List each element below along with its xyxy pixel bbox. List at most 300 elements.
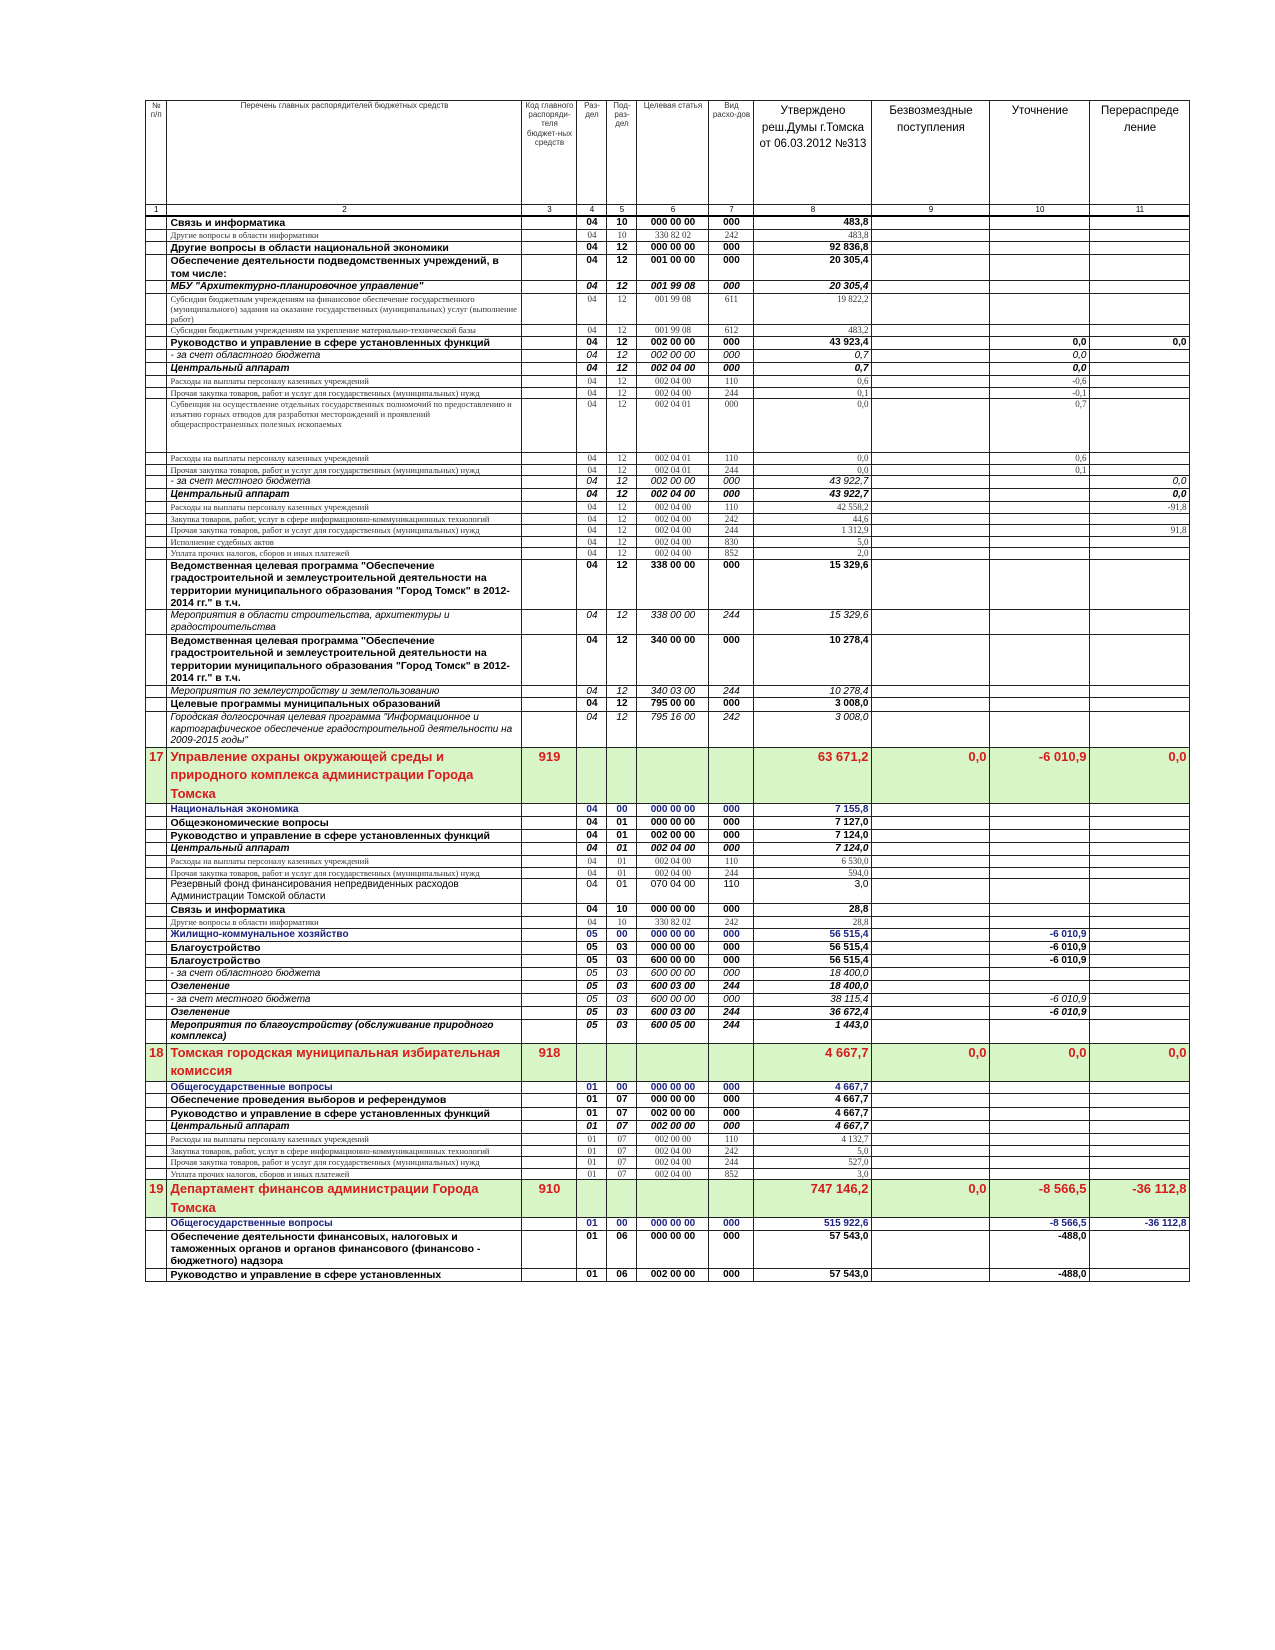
row-vid: 000 xyxy=(709,1081,754,1094)
row-vid: 000 xyxy=(709,255,754,281)
table-row xyxy=(146,941,1190,954)
row-free xyxy=(872,548,990,560)
row-redistribute xyxy=(1090,903,1190,916)
row-razdel: 04 xyxy=(577,525,607,537)
row-target: 002 00 00 xyxy=(637,829,709,842)
row-podrazdel: 12 xyxy=(607,363,637,376)
row-number xyxy=(146,903,167,916)
table-row xyxy=(146,698,1190,711)
header-approved: Утверждено реш.Думы г.Томска от 06.03.2012 №313 xyxy=(754,101,872,205)
row-vid: 000 xyxy=(709,928,754,941)
row-redistribute: 0,0 xyxy=(1090,1044,1190,1081)
row-name: МБУ "Архитектурно-планировочное управление" xyxy=(167,281,522,294)
row-approved: 747 146,2 xyxy=(754,1180,872,1217)
row-podrazdel: 12 xyxy=(607,489,637,502)
row-approved: 43 922,7 xyxy=(754,489,872,502)
row-clarify xyxy=(990,1107,1090,1120)
row-number xyxy=(146,981,167,994)
row-number xyxy=(146,1230,167,1268)
row-approved: 3,0 xyxy=(754,1168,872,1180)
row-podrazdel: 01 xyxy=(607,816,637,829)
row-free xyxy=(872,489,990,502)
row-name: - за счет местного бюджета xyxy=(167,993,522,1006)
table-row xyxy=(146,928,1190,941)
row-code xyxy=(522,981,577,994)
row-number xyxy=(146,230,167,242)
row-vid: 244 xyxy=(709,1157,754,1169)
table-row xyxy=(146,476,1190,489)
row-redistribute xyxy=(1090,1094,1190,1107)
row-redistribute xyxy=(1090,293,1190,324)
row-vid: 852 xyxy=(709,1168,754,1180)
row-podrazdel: 12 xyxy=(607,325,637,337)
row-code xyxy=(522,1230,577,1268)
row-podrazdel: 12 xyxy=(607,464,637,476)
row-name: Связь и информатика xyxy=(167,216,522,230)
row-podrazdel: 00 xyxy=(607,1217,637,1230)
row-code: 919 xyxy=(522,748,577,804)
row-number xyxy=(146,336,167,349)
row-free xyxy=(872,1094,990,1107)
row-code xyxy=(522,387,577,399)
row-target: 600 03 00 xyxy=(637,981,709,994)
row-redistribute xyxy=(1090,375,1190,387)
row-redistribute xyxy=(1090,230,1190,242)
row-podrazdel: 03 xyxy=(607,968,637,981)
row-podrazdel: 12 xyxy=(607,399,637,453)
row-code xyxy=(522,536,577,548)
row-podrazdel: 07 xyxy=(607,1145,637,1157)
row-target: 000 00 00 xyxy=(637,803,709,816)
row-clarify: -0,1 xyxy=(990,387,1090,399)
row-clarify xyxy=(990,513,1090,525)
row-approved: 4 667,7 xyxy=(754,1044,872,1081)
header-podrazdel: Под-раз-дел xyxy=(607,101,637,205)
header-free: Безвозмездные поступления xyxy=(872,101,990,205)
row-target: 795 00 00 xyxy=(637,698,709,711)
row-number xyxy=(146,501,167,513)
row-podrazdel: 03 xyxy=(607,981,637,994)
row-vid: 000 xyxy=(709,829,754,842)
row-clarify: -6 010,9 xyxy=(990,955,1090,968)
header-clarify: Уточнение xyxy=(990,101,1090,205)
row-free xyxy=(872,1019,990,1044)
row-number xyxy=(146,829,167,842)
row-clarify xyxy=(990,325,1090,337)
row-podrazdel: 06 xyxy=(607,1230,637,1268)
row-redistribute xyxy=(1090,610,1190,635)
table-row xyxy=(146,981,1190,994)
row-free xyxy=(872,803,990,816)
row-free xyxy=(872,685,990,698)
row-vid: 242 xyxy=(709,711,754,747)
row-target: 600 00 00 xyxy=(637,955,709,968)
row-name: Руководство и управление в сфере установленных функций xyxy=(167,336,522,349)
table-row xyxy=(146,489,1190,502)
row-clarify: 0,0 xyxy=(990,350,1090,363)
row-redistribute xyxy=(1090,968,1190,981)
row-target: 002 04 00 xyxy=(637,363,709,376)
row-code xyxy=(522,513,577,525)
table-row xyxy=(146,685,1190,698)
row-approved: 3,0 xyxy=(754,879,872,904)
row-clarify xyxy=(990,903,1090,916)
row-podrazdel: 12 xyxy=(607,293,637,324)
table-row xyxy=(146,241,1190,254)
row-redistribute xyxy=(1090,843,1190,856)
row-redistribute: -36 112,8 xyxy=(1090,1217,1190,1230)
table-row xyxy=(146,536,1190,548)
row-name: Центральный аппарат xyxy=(167,363,522,376)
row-clarify: -6 010,9 xyxy=(990,941,1090,954)
row-free xyxy=(872,635,990,686)
row-approved: 57 543,0 xyxy=(754,1268,872,1281)
column-number: 10 xyxy=(990,205,1090,217)
row-redistribute xyxy=(1090,387,1190,399)
row-vid xyxy=(709,748,754,804)
row-redistribute xyxy=(1090,513,1190,525)
column-number: 11 xyxy=(1090,205,1190,217)
row-podrazdel: 12 xyxy=(607,241,637,254)
row-name: Расходы на выплаты персоналу казенных учреждений xyxy=(167,501,522,513)
table-body xyxy=(146,216,1190,1282)
row-name: Общегосударственные вопросы xyxy=(167,1081,522,1094)
row-code xyxy=(522,559,577,610)
row-approved: 527,0 xyxy=(754,1157,872,1169)
table-row xyxy=(146,1145,1190,1157)
row-podrazdel: 12 xyxy=(607,375,637,387)
row-razdel: 04 xyxy=(577,241,607,254)
row-number xyxy=(146,536,167,548)
row-podrazdel: 07 xyxy=(607,1121,637,1134)
row-target: 001 99 08 xyxy=(637,281,709,294)
row-target: 002 04 00 xyxy=(637,548,709,560)
row-razdel: 05 xyxy=(577,928,607,941)
row-name: Национальная экономика xyxy=(167,803,522,816)
row-name: Мероприятия по землеустройству и землепользованию xyxy=(167,685,522,698)
row-redistribute xyxy=(1090,816,1190,829)
row-vid: 000 xyxy=(709,843,754,856)
row-razdel: 01 xyxy=(577,1145,607,1157)
row-approved: 15 329,6 xyxy=(754,610,872,635)
row-name: - за счет областного бюджета xyxy=(167,968,522,981)
row-vid: 244 xyxy=(709,1019,754,1044)
row-vid: 000 xyxy=(709,1094,754,1107)
row-razdel: 04 xyxy=(577,325,607,337)
row-vid: 000 xyxy=(709,559,754,610)
row-code xyxy=(522,230,577,242)
row-redistribute xyxy=(1090,856,1190,868)
row-vid: 000 xyxy=(709,1121,754,1134)
row-target: 002 00 00 xyxy=(637,476,709,489)
row-number xyxy=(146,325,167,337)
table-row xyxy=(146,1094,1190,1107)
row-free xyxy=(872,501,990,513)
row-target: 001 99 08 xyxy=(637,325,709,337)
row-number xyxy=(146,993,167,1006)
row-name: Прочая закупка товаров, работ и услуг для государственных (муниципальных) нужд xyxy=(167,1157,522,1169)
row-code xyxy=(522,501,577,513)
row-code xyxy=(522,843,577,856)
row-vid: 000 xyxy=(709,955,754,968)
row-target: 600 00 00 xyxy=(637,968,709,981)
row-redistribute xyxy=(1090,928,1190,941)
row-vid: 242 xyxy=(709,230,754,242)
row-podrazdel: 03 xyxy=(607,1006,637,1019)
row-redistribute xyxy=(1090,698,1190,711)
row-approved: 0,1 xyxy=(754,387,872,399)
table-row xyxy=(146,281,1190,294)
row-razdel: 04 xyxy=(577,917,607,929)
row-clarify xyxy=(990,711,1090,747)
table-row xyxy=(146,1019,1190,1044)
row-number: 17 xyxy=(146,748,167,804)
row-razdel: 04 xyxy=(577,843,607,856)
row-code xyxy=(522,1217,577,1230)
row-clarify xyxy=(990,548,1090,560)
row-code xyxy=(522,375,577,387)
row-code xyxy=(522,610,577,635)
row-code xyxy=(522,350,577,363)
row-target: 002 04 00 xyxy=(637,536,709,548)
row-approved: 28,8 xyxy=(754,917,872,929)
row-podrazdel: 03 xyxy=(607,955,637,968)
row-name: Субсидии бюджетным учреждениям на укрепление материально-технической базы xyxy=(167,325,522,337)
row-podrazdel: 01 xyxy=(607,829,637,842)
row-podrazdel: 12 xyxy=(607,536,637,548)
row-code xyxy=(522,711,577,747)
row-name: Департамент финансов администрации Города Томска xyxy=(167,1180,522,1217)
row-approved: 4 667,7 xyxy=(754,1107,872,1120)
row-vid: 000 xyxy=(709,350,754,363)
row-code xyxy=(522,1006,577,1019)
row-vid: 244 xyxy=(709,387,754,399)
row-name: Общеэкономические вопросы xyxy=(167,816,522,829)
row-razdel: 01 xyxy=(577,1094,607,1107)
row-target: 002 00 00 xyxy=(637,1268,709,1281)
row-clarify: 0,1 xyxy=(990,464,1090,476)
row-code xyxy=(522,464,577,476)
row-approved: 43 922,7 xyxy=(754,476,872,489)
table-row xyxy=(146,1157,1190,1169)
row-podrazdel: 10 xyxy=(607,917,637,929)
row-vid: 000 xyxy=(709,903,754,916)
row-number xyxy=(146,559,167,610)
row-code: 918 xyxy=(522,1044,577,1081)
row-target: 002 04 00 xyxy=(637,387,709,399)
table-row xyxy=(146,1006,1190,1019)
row-free xyxy=(872,536,990,548)
row-clarify xyxy=(990,867,1090,879)
row-approved: 7 124,0 xyxy=(754,829,872,842)
header-code: Код главного распоряди-теля бюджет-ных средств xyxy=(522,101,577,205)
row-free xyxy=(872,375,990,387)
row-approved: 0,0 xyxy=(754,464,872,476)
row-clarify: -488,0 xyxy=(990,1268,1090,1281)
row-name: Прочая закупка товаров, работ и услуг для государственных (муниципальных) нужд xyxy=(167,387,522,399)
row-vid: 244 xyxy=(709,610,754,635)
row-free xyxy=(872,1145,990,1157)
row-free xyxy=(872,230,990,242)
row-vid: 244 xyxy=(709,525,754,537)
row-target: 795 16 00 xyxy=(637,711,709,747)
row-free xyxy=(872,559,990,610)
row-code xyxy=(522,1168,577,1180)
table-row xyxy=(146,1230,1190,1268)
row-approved: 28,8 xyxy=(754,903,872,916)
row-name: Ведомственная целевая программа "Обеспечение градостроительной и землеустроительной деятельности на территории муниципального образования "Город Томск" в 2012-2014 гг." в т.ч. xyxy=(167,635,522,686)
table-row xyxy=(146,856,1190,868)
row-approved: 56 515,4 xyxy=(754,955,872,968)
row-clarify xyxy=(990,501,1090,513)
row-podrazdel: 07 xyxy=(607,1094,637,1107)
row-code xyxy=(522,1019,577,1044)
table-row xyxy=(146,548,1190,560)
row-free xyxy=(872,1133,990,1145)
row-redistribute xyxy=(1090,325,1190,337)
row-redistribute xyxy=(1090,399,1190,453)
row-vid: 000 xyxy=(709,363,754,376)
row-name: Прочая закупка товаров, работ и услуг для государственных (муниципальных) нужд xyxy=(167,867,522,879)
row-redistribute xyxy=(1090,464,1190,476)
row-code xyxy=(522,241,577,254)
row-clarify xyxy=(990,856,1090,868)
row-podrazdel: 10 xyxy=(607,903,637,916)
row-free xyxy=(872,903,990,916)
header-num: № п/п xyxy=(146,101,167,205)
row-target: 002 00 00 xyxy=(637,336,709,349)
row-free xyxy=(872,513,990,525)
table-row xyxy=(146,453,1190,465)
row-redistribute xyxy=(1090,955,1190,968)
row-podrazdel: 12 xyxy=(607,336,637,349)
row-redistribute xyxy=(1090,216,1190,230)
row-approved: 44,6 xyxy=(754,513,872,525)
row-razdel: 04 xyxy=(577,363,607,376)
row-target: 330 82 02 xyxy=(637,230,709,242)
row-vid: 612 xyxy=(709,325,754,337)
row-vid: 244 xyxy=(709,685,754,698)
row-clarify xyxy=(990,536,1090,548)
row-target: 002 00 00 xyxy=(637,350,709,363)
row-approved: 483,2 xyxy=(754,325,872,337)
row-free xyxy=(872,1217,990,1230)
table-row xyxy=(146,1107,1190,1120)
row-approved: 1 312,9 xyxy=(754,525,872,537)
table-row xyxy=(146,216,1190,230)
row-approved: 483,8 xyxy=(754,216,872,230)
row-razdel: 01 xyxy=(577,1107,607,1120)
row-razdel: 04 xyxy=(577,489,607,502)
row-free xyxy=(872,281,990,294)
row-razdel: 01 xyxy=(577,1081,607,1094)
row-code xyxy=(522,928,577,941)
row-target: 001 99 08 xyxy=(637,293,709,324)
row-approved: 18 400,0 xyxy=(754,981,872,994)
table-row xyxy=(146,1268,1190,1281)
row-vid: 242 xyxy=(709,917,754,929)
row-clarify xyxy=(990,917,1090,929)
row-target: 070 04 00 xyxy=(637,879,709,904)
row-name: Обеспечение деятельности финансовых, налоговых и таможенных органов и органов финансового (финансово - бюджетного) надзора xyxy=(167,1230,522,1268)
row-number xyxy=(146,1268,167,1281)
row-name: Уплата прочих налогов, сборов и иных платежей xyxy=(167,1168,522,1180)
row-name: Расходы на выплаты персоналу казенных учреждений xyxy=(167,453,522,465)
row-code xyxy=(522,325,577,337)
row-free xyxy=(872,216,990,230)
row-name: - за счет местного бюджета xyxy=(167,476,522,489)
row-free xyxy=(872,350,990,363)
table-row xyxy=(146,711,1190,747)
row-vid: 611 xyxy=(709,293,754,324)
row-code xyxy=(522,255,577,281)
row-number xyxy=(146,803,167,816)
row-podrazdel: 00 xyxy=(607,1081,637,1094)
row-clarify xyxy=(990,698,1090,711)
row-free xyxy=(872,993,990,1006)
table-row xyxy=(146,917,1190,929)
row-name: Руководство и управление в сфере установленных функций xyxy=(167,829,522,842)
column-number: 7 xyxy=(709,205,754,217)
row-free xyxy=(872,816,990,829)
row-approved: 0,6 xyxy=(754,375,872,387)
row-redistribute xyxy=(1090,803,1190,816)
row-name: Ведомственная целевая программа "Обеспечение градостроительной и землеустроительной деятельности на территории муниципального образования "Город Томск" в 2012-2014 гг." в т.ч. xyxy=(167,559,522,610)
row-approved: 7 124,0 xyxy=(754,843,872,856)
row-name: Субвенция на осуществление отдельных государственных полномочий по предоставлению и изъятию горных отводов для разработки месторождений и проявлений общераспространенных полезных ископаемых xyxy=(167,399,522,453)
row-clarify: -6 010,9 xyxy=(990,1006,1090,1019)
row-name: Целевые программы муниципальных образований xyxy=(167,698,522,711)
row-approved: 4 667,7 xyxy=(754,1094,872,1107)
row-razdel: 04 xyxy=(577,536,607,548)
row-name: Городская долгосрочная целевая программа "Информационное и картографическое обеспечение градостроительной деятельности на 2009-2015 годы" xyxy=(167,711,522,747)
table-row xyxy=(146,363,1190,376)
row-approved: 0,7 xyxy=(754,350,872,363)
row-number xyxy=(146,476,167,489)
budget-sheet xyxy=(145,100,1190,1282)
row-name: Резервный фонд финансирования непредвиденных расходов Администрации Томской области xyxy=(167,879,522,904)
row-podrazdel: 12 xyxy=(607,548,637,560)
row-number xyxy=(146,1081,167,1094)
row-target: 000 00 00 xyxy=(637,941,709,954)
row-podrazdel: 03 xyxy=(607,1019,637,1044)
row-clarify xyxy=(990,1157,1090,1169)
row-redistribute xyxy=(1090,1081,1190,1094)
row-redistribute xyxy=(1090,829,1190,842)
row-number xyxy=(146,255,167,281)
row-razdel: 04 xyxy=(577,903,607,916)
row-number xyxy=(146,548,167,560)
row-clarify xyxy=(990,816,1090,829)
row-razdel: 05 xyxy=(577,968,607,981)
row-podrazdel: 01 xyxy=(607,867,637,879)
table-row xyxy=(146,293,1190,324)
table-row xyxy=(146,525,1190,537)
row-number xyxy=(146,941,167,954)
row-code xyxy=(522,363,577,376)
row-number xyxy=(146,281,167,294)
row-clarify: 0,6 xyxy=(990,453,1090,465)
row-clarify xyxy=(990,241,1090,254)
table-row xyxy=(146,843,1190,856)
row-podrazdel: 07 xyxy=(607,1107,637,1120)
row-code xyxy=(522,879,577,904)
row-podrazdel: 07 xyxy=(607,1157,637,1169)
row-approved: 4 667,7 xyxy=(754,1121,872,1134)
row-free xyxy=(872,879,990,904)
row-free xyxy=(872,917,990,929)
row-code xyxy=(522,816,577,829)
